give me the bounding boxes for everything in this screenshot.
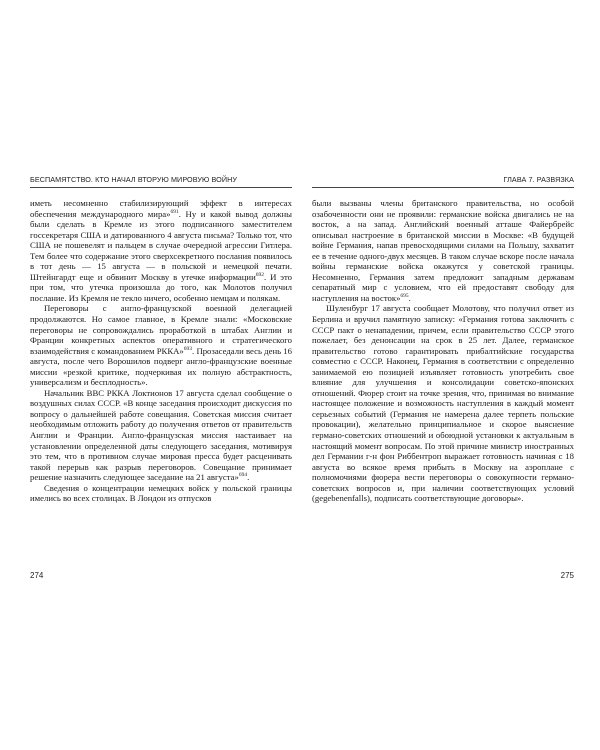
body-text <box>312 198 574 504</box>
page-number: 274 <box>30 571 44 580</box>
paragraph: Сведения о концентрации немецких войск у польской границы имелись во всех столицах. В Лондон из отпусков <box>30 482 292 504</box>
running-head: БЕСПАМЯТСТВО. КТО НАЧАЛ ВТОРУЮ МИРОВУЮ ВОЙНУ <box>30 173 292 188</box>
footnote-ref: 693 <box>183 345 193 352</box>
paragraph: иметь несомненно стабилизирующий эффект в интересах обеспечения международного мира»$^{691}$. Ну и какой вывод должны были сделать в Кремле из этого подписанного заместителем госсекретаря США и датированного 4 августа письма? Только тот, что США не пошевелят и пальцем в случае очередной агрессии Гитлера. Тем более что содержание этого сверхсекретного послания появилось в тот день — 15 августа — в польской и немецкой печати. Штейнгардт еще и обвинит Москву в утечке информации$^{692}$. И это при том, что утечка произошла до того, как Молотов получил послание. Из Кремля не текло ничего, особенно немцам и полякам. <box>30 198 293 303</box>
footnote-ref: 691 <box>170 208 179 215</box>
body-text <box>30 198 292 504</box>
footnote-ref: 695 <box>400 293 409 300</box>
footnote-ref: 694 <box>238 472 248 479</box>
left-page <box>30 173 292 603</box>
footnote-ref: 692 <box>255 271 264 278</box>
paragraph: были вызваны члены британского правительства, но особой озабоченности они не проявили: германские войска двигались не на восток, а на запад. Английский военный атташе Файербрейс описывал настроение в британской миссии в Москве: «В будущей войне Германия, напав превосходящими силами на Польшу, захватит ее в течение одного-двух месяцев. В таком случае вскоре после начала войны германские войска окажутся у советской границы. Несомненно, Германия затем предложит западным державам сепаратный мир с условием, что ей предоставят свободу для наступления на восток»$^{695}$. <box>312 198 574 303</box>
paragraph: Начальник ВВС РККА Локтионов 17 августа сделал сообщение о воздушных силах СССР. «В конце заседания происходит дискуссия по вопросу о дальнейшей работе совещания. Советская миссия считает необходимым отложить работу до получения ответов от правительств Англии и Франции. Англо-французская миссия настаивает на установлении определенной даты следующего заседания, мотивируя это тем, что в противном случае мировая пресса будет расценивать такой перерыв как разрыв переговоров. Совещание принимает решение назначить следующее заседание на 21 августа»$^{694}$. <box>30 387 292 483</box>
paragraph: Переговоры с англо-французской военной делегацией продолжаются. Но самое главное, в Кремле знали: «Московские переговоры не сопровождались проработкой в штабах Англии и Франции конкретных аспектов оперативного и стратегического взаимодействия с командованием РККА»$^{693}$. Прозаседали весь день 16 августа, после чего Ворошилов подверг англо-французские военные миссии «резкой критике, подчеркивая их полную абстрактность, универсализм и бесплодность». <box>30 303 292 388</box>
right-page <box>312 173 574 603</box>
page-number: 275 <box>560 571 574 580</box>
paragraph: Шуленбург 17 августа сообщает Молотову, что получил ответ из Берлина и вручил памятную записку: «Германия готова заключить с СССР пакт о ненападении, причем, если правительство СССР этого пожелает, без денонсации на срок в 25 лет. Далее, германское правительство готово гарантировать прибалтийские государства совместно с СССР. Наконец, Германия в соответствии с определенно занимаемой ею позицией изъявляет готовность употребить свое влияние для улучшения и консолидации советско-японских отношений. Фюрер стоит на точке зрения, что, принимая во внимание настоящее положение и возможность наступления в каждый момент серьезных событий (Германия не намерена далее терпеть польские провокации), желательно принципиальное и скорое выяснение германо-советских отношений и обоюдной установки к актуальным в настоящий момент вопросам. По этой причине министр иностранных дел Германии г-н фон Риббентроп выражает готовность начиная с 18 августа во всякое время прибыть в Москву на аэроплане с полномочиями фюрера вести переговоры о совокупности германо-советских вопросов и, при наличии соответствующих условий (gegebenenfalls), подписать соответствующие договоры». <box>312 303 574 504</box>
running-head: ГЛАВА 7. РАЗВЯЗКА <box>312 173 574 188</box>
